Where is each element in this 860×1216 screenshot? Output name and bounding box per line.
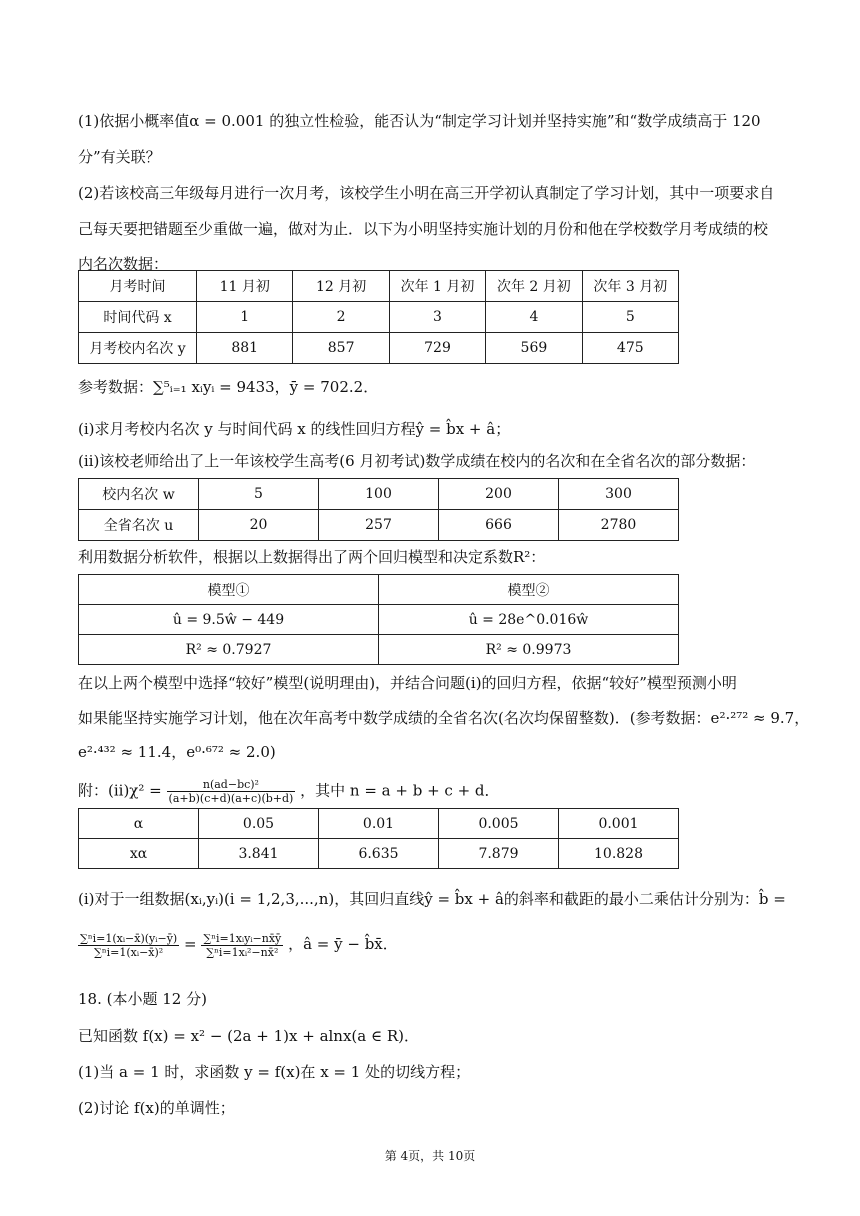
table-cell: 729	[389, 333, 485, 364]
table-cell: û = 28e^0.016ŵ	[379, 605, 679, 635]
question-2-line3: 内名次数据：	[78, 255, 169, 273]
least-squares-formulas	[78, 922, 782, 966]
table-cell: 475	[582, 333, 678, 364]
table-cell: 7.879	[439, 839, 559, 869]
table-row	[79, 635, 679, 665]
table-cell: 月考校内名次 y	[79, 333, 197, 364]
chi-denominator: (a+b)(c+d)(a+c)(b+d)	[168, 792, 294, 805]
question-1-line2: 分”有关联？	[78, 148, 161, 166]
equals-sign: =	[184, 935, 197, 953]
table-row	[79, 839, 679, 869]
critical-value-table	[78, 808, 679, 869]
table-row	[79, 333, 679, 364]
appendix-tail: ，其中 n = a + b + c + d．	[300, 781, 500, 800]
table-cell: R² ≈ 0.9973	[379, 635, 679, 665]
table-cell: 0.005	[439, 809, 559, 839]
question-18-part2: (2)讨论 f(x)的单调性；	[78, 1099, 235, 1117]
table-cell: 模型①	[79, 575, 379, 605]
least-squares-line1: (i)对于一组数据(xᵢ,yᵢ)(i = 1,2,3,...,n)，其回归直线ŷ = b̂x + â的斜率和截距的最小二乘估计分别为：b̂ =	[78, 890, 786, 908]
table-cell: 300	[559, 479, 679, 510]
table-cell: 1	[197, 302, 293, 333]
table-cell: û = 9.5ŵ − 449	[79, 605, 379, 635]
choose-model-line3: e²·⁴³² ≈ 11.4，e⁰·⁶⁷² ≈ 2.0)	[78, 743, 276, 761]
table-cell: 569	[486, 333, 582, 364]
table-cell: 5	[199, 479, 319, 510]
sub-question-i: (ⅰ)求月考校内名次 y 与时间代码 x 的线性回归方程ŷ = b̂x + â；	[78, 420, 511, 438]
table-cell: 全省名次 u	[79, 510, 199, 541]
table-cell: 校内名次 w	[79, 479, 199, 510]
table-cell: 3	[389, 302, 485, 333]
page-footer: 第 4页，共 10页	[384, 1149, 476, 1163]
table-cell: 100	[319, 479, 439, 510]
table-row	[79, 479, 679, 510]
chi-square-fraction	[167, 778, 296, 805]
reference-data: 参考数据：∑⁵ᵢ₌₁ xᵢyᵢ = 9433，ȳ = 702.2．	[78, 378, 379, 396]
school-province-rank-table	[78, 478, 679, 541]
table-row	[79, 510, 679, 541]
table-row	[79, 271, 679, 302]
table-cell: 次年 2 月初	[486, 271, 582, 302]
chi-numerator: n(ad−bc)²	[167, 778, 296, 792]
table-row	[79, 605, 679, 635]
question-18-part1: (1)当 a = 1 时，求函数 y = f(x)在 x = 1 处的切线方程；	[78, 1063, 471, 1081]
slope-f1-denominator: ∑ⁿi=1(xᵢ−x̄)²	[94, 945, 164, 959]
slope-fraction-2	[201, 932, 283, 959]
question-2-line2: 己每天要把错题至少重做一遍，做对为止．以下为小明坚持实施计划的月份和他在学校数学月考成绩的校	[78, 220, 769, 238]
table-cell: 4	[486, 302, 582, 333]
choose-model-line1: 在以上两个模型中选择“较好”模型(说明理由)，并结合问题(ⅰ)的回归方程，依据“较好”模型预测小明	[78, 674, 737, 692]
question-1-line1: (1)依据小概率值α = 0.001 的独立性检验，能否认为“制定学习计划并坚持实施”和“数学成绩高于 120	[78, 112, 761, 130]
table-cell: 0.01	[319, 809, 439, 839]
slope-fraction-1	[78, 932, 179, 959]
table-cell: 模型②	[379, 575, 679, 605]
table-row	[79, 809, 679, 839]
question-18-function: 已知函数 f(x) = x² − (2a + 1)x + alnx(a ∈ R)．	[78, 1027, 420, 1045]
table-cell: 0.001	[559, 809, 679, 839]
table-cell: 0.05	[199, 809, 319, 839]
table-cell: 次年 1 月初	[389, 271, 485, 302]
table-cell: 时间代码 x	[79, 302, 197, 333]
chi-square-formula	[78, 778, 782, 805]
table-cell: 2780	[559, 510, 679, 541]
table-row	[79, 302, 679, 333]
table-cell: 2	[293, 302, 389, 333]
table-cell: 次年 3 月初	[582, 271, 678, 302]
table-cell: 857	[293, 333, 389, 364]
appendix-label: 附：(ii)χ² =	[78, 781, 162, 800]
table-cell: 3.841	[199, 839, 319, 869]
choose-model-line2: 如果能坚持实施学习计划，他在次年高考中数学成绩的全省名次(名次均保留整数)．(参考数据：e²·²⁷² ≈ 9.7，	[78, 709, 810, 727]
table-cell: 20	[199, 510, 319, 541]
monthly-rank-table	[78, 270, 679, 364]
slope-f1-numerator: ∑ⁿi=1(xᵢ−x̄)(yᵢ−ȳ)	[80, 931, 178, 945]
regression-models-table	[78, 574, 679, 665]
slope-f2-denominator: ∑ⁿi=1xᵢ²−nx̄²	[206, 945, 279, 959]
table-cell: 11 月初	[197, 271, 293, 302]
table-cell: 200	[439, 479, 559, 510]
table-cell: R² ≈ 0.7927	[79, 635, 379, 665]
slope-f2-numerator: ∑ⁿi=1xᵢyᵢ−nx̄ȳ	[203, 931, 282, 945]
intercept-formula: ，â = ȳ − b̂x̄．	[288, 935, 398, 953]
table-cell: xα	[79, 839, 199, 869]
table-cell: 881	[197, 333, 293, 364]
question-2-line1: (2)若该校高三年级每月进行一次月考，该校学生小明在高三开学初认真制定了学习计划，其中一项要求自	[78, 184, 775, 202]
analysis-text: 利用数据分析软件，根据以上数据得出了两个回归模型和决定系数R²：	[78, 548, 546, 566]
table-cell: 10.828	[559, 839, 679, 869]
table-cell: 6.635	[319, 839, 439, 869]
table-cell: 257	[319, 510, 439, 541]
question-18-title: 18. (本小题 12 分)	[78, 990, 207, 1008]
table-cell: 12 月初	[293, 271, 389, 302]
table-cell: 5	[582, 302, 678, 333]
table-cell: 666	[439, 510, 559, 541]
table-row	[79, 575, 679, 605]
table-cell: α	[79, 809, 199, 839]
sub-question-ii: (ⅱ)该校老师给出了上一年该校学生高考(6 月初考试)数学成绩在校内的名次和在全省名次的部分数据：	[78, 452, 756, 470]
table-cell: 月考时间	[79, 271, 197, 302]
